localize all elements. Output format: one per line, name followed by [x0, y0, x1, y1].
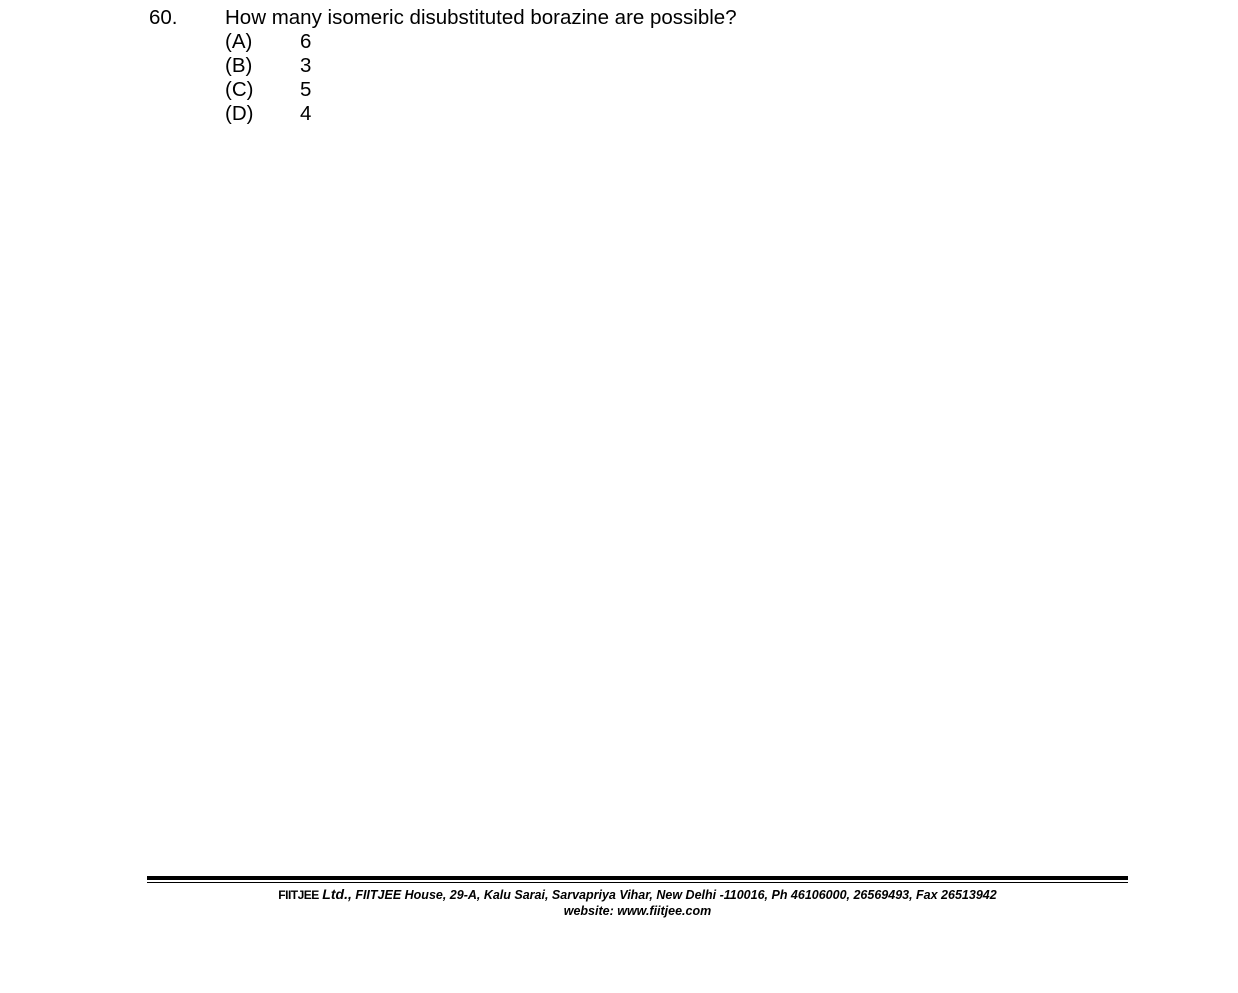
option-label: (A) [225, 30, 253, 53]
option-value: 5 [300, 78, 312, 101]
footer-divider-thick [147, 876, 1128, 880]
option-value: 3 [300, 54, 312, 77]
footer-divider-thin [147, 882, 1128, 883]
footer-address: FIITJEE House, 29-A, Kalu Sarai, Sarvapriya Vihar, New Delhi -110016, Ph 46106000, 26569493, Fax 26513942 [355, 888, 997, 902]
footer-website: website: www.fiitjee.com [563, 904, 712, 918]
option-value: 4 [300, 102, 312, 125]
option-label: (D) [225, 102, 254, 125]
question-text: How many isomeric disubstituted borazine are possible? [225, 6, 737, 29]
option-value: 6 [300, 30, 312, 53]
footer-brand: FIITJEE [278, 888, 319, 902]
footer-ltd: Ltd., [322, 886, 352, 902]
option-label: (B) [225, 54, 253, 77]
option-label: (C) [225, 78, 254, 101]
page-footer [147, 886, 1128, 919]
question-number: 60. [149, 6, 178, 29]
footer-address-line [147, 886, 1128, 903]
